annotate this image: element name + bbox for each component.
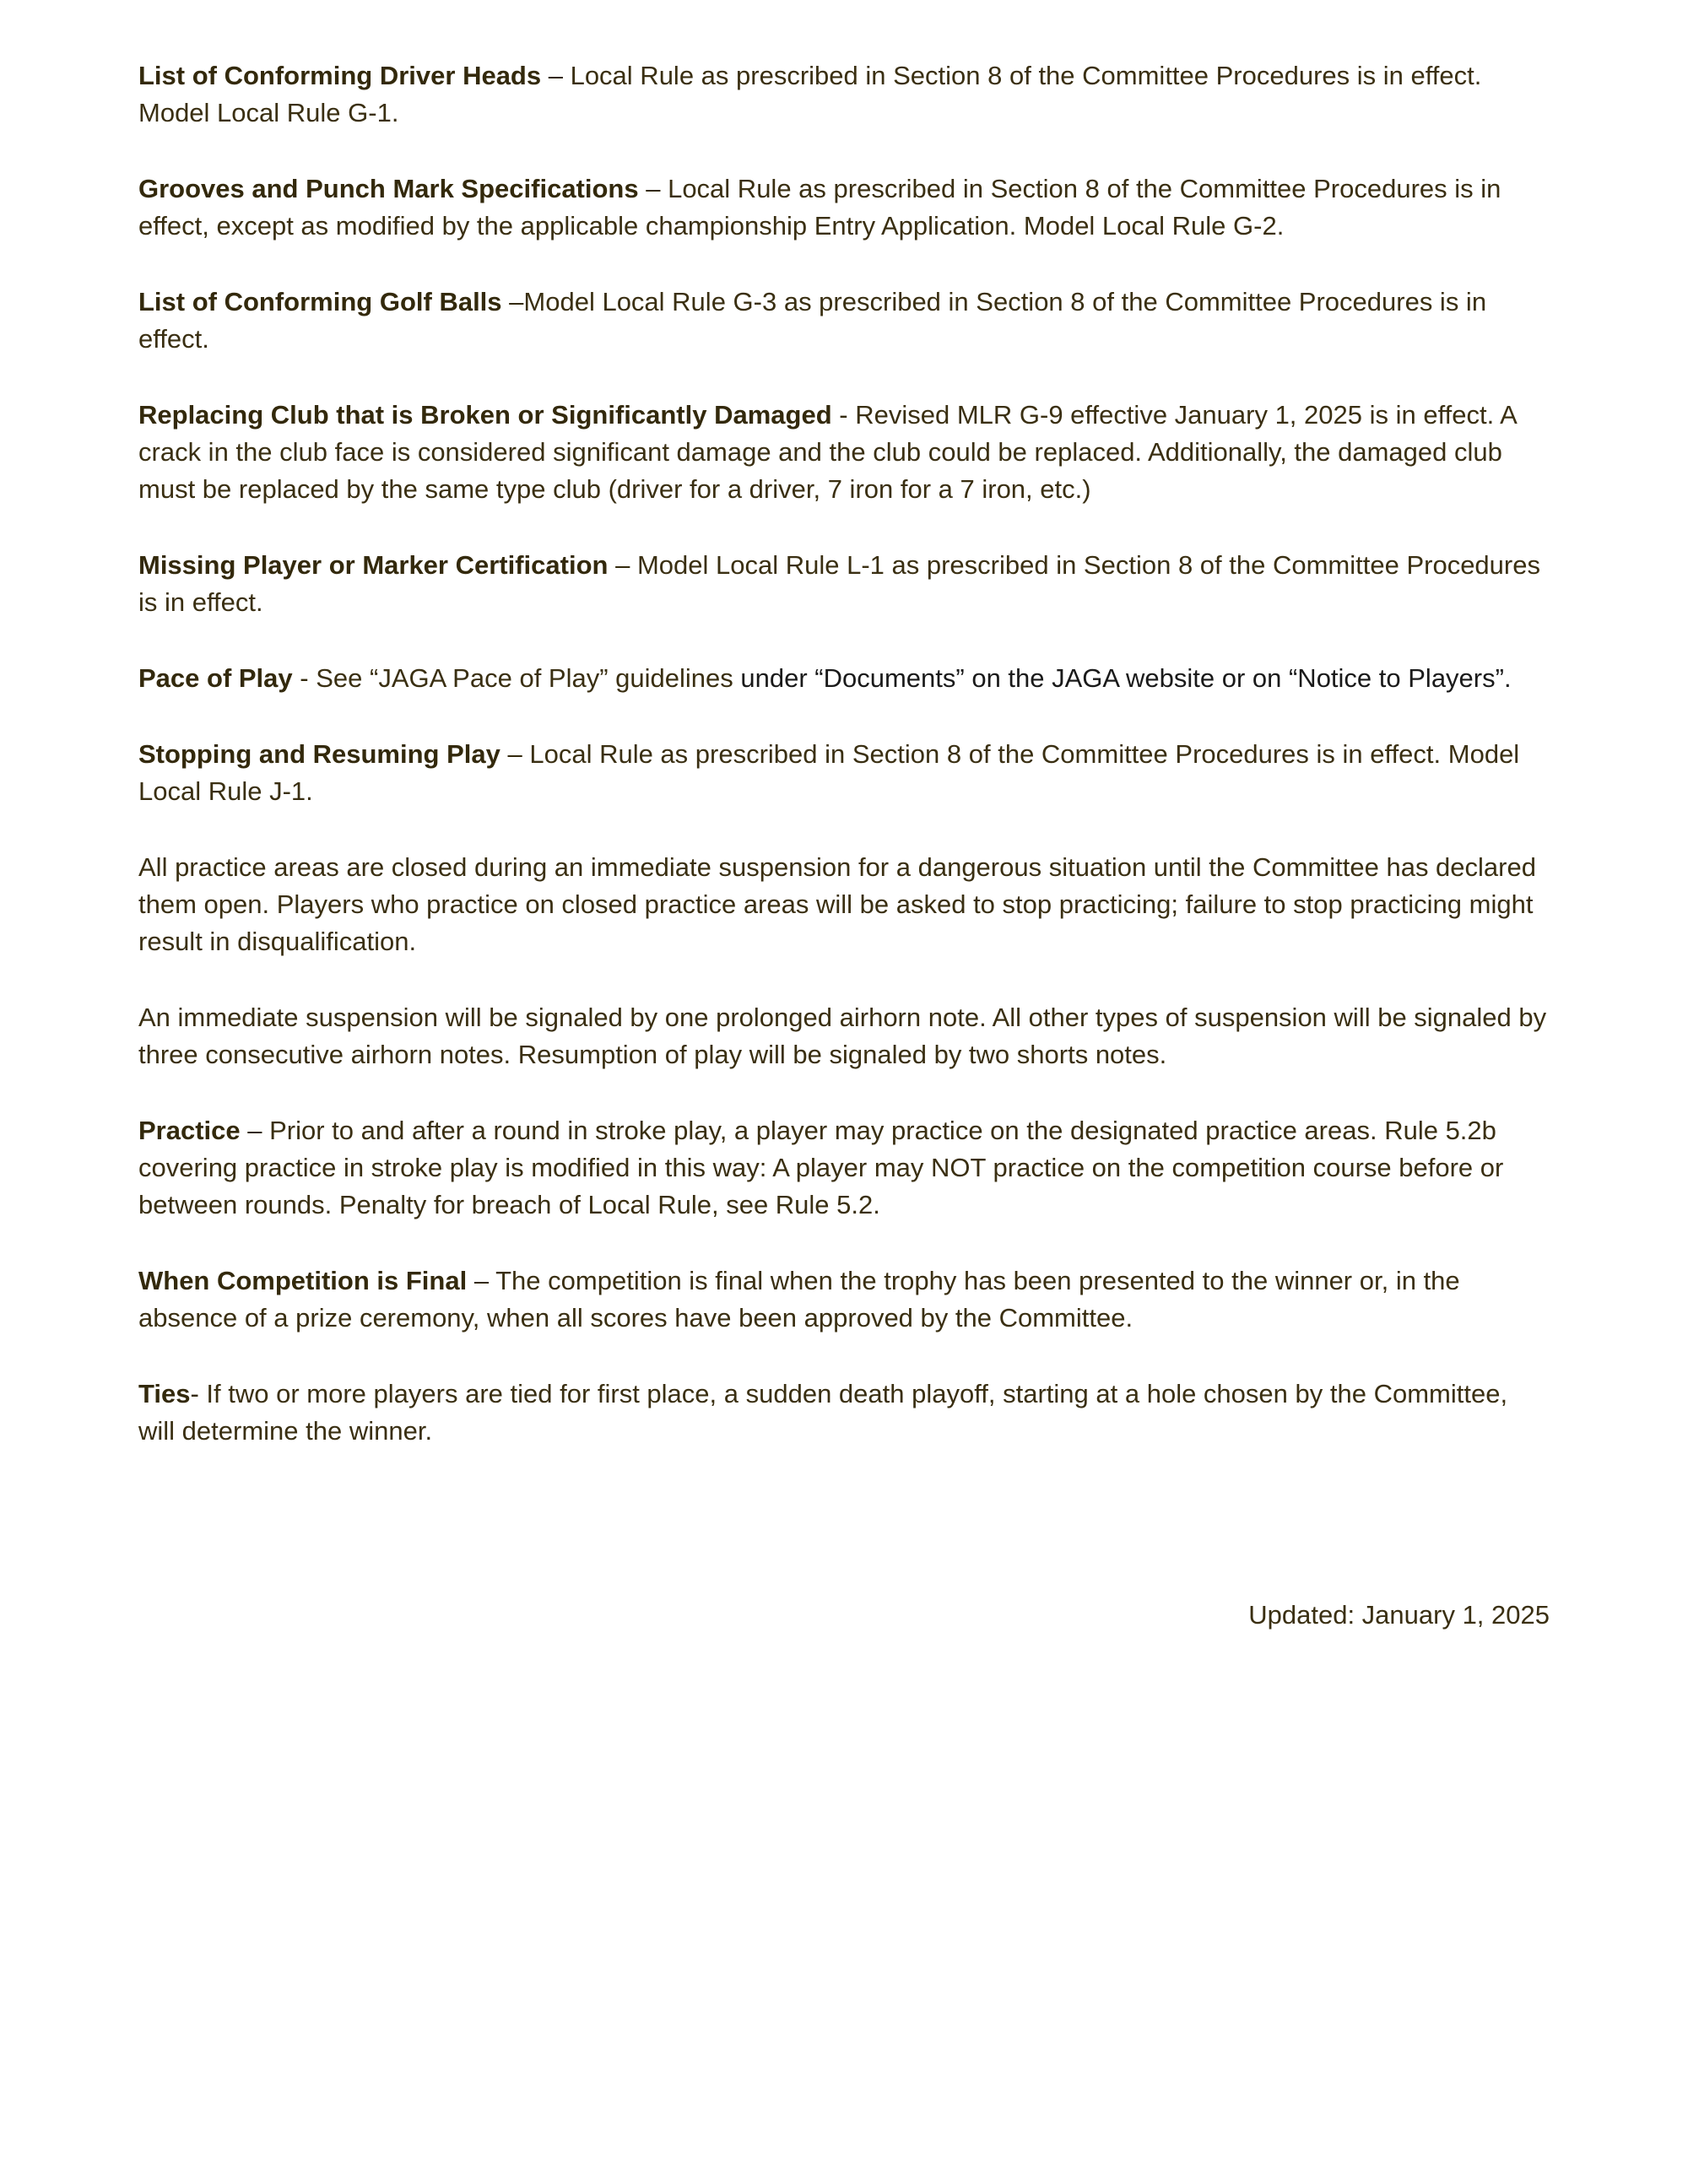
rule-body: Local Rule as prescribed in Section 8 of the Committee Procedures is in effect, except as modified by the applicable championship Entry Application. Model Local Rule G-2. bbox=[138, 174, 1501, 241]
rule-separator: – bbox=[467, 1266, 496, 1295]
rule-ties bbox=[138, 1376, 1550, 1450]
paragraph-practice-areas-closed bbox=[138, 849, 1550, 960]
rule-grooves-punch-marks bbox=[138, 170, 1550, 245]
updated-date: Updated: January 1, 2025 bbox=[1248, 1600, 1550, 1630]
rule-separator: – bbox=[638, 174, 668, 203]
rule-title: Practice bbox=[138, 1116, 241, 1145]
rule-conforming-golf-balls bbox=[138, 284, 1550, 358]
rule-stopping-resuming-play bbox=[138, 736, 1550, 810]
rule-conforming-driver-heads bbox=[138, 57, 1550, 132]
rule-title: Grooves and Punch Mark Specifications bbox=[138, 174, 639, 203]
rule-title: Missing Player or Marker Certification bbox=[138, 550, 609, 580]
rule-separator: – bbox=[541, 61, 571, 90]
rule-body: Revised MLR G-9 effective January 1, 2025 is in effect. A crack in the club face is considered significant damage and the club could be replaced. Additionally, the damaged club must be replaced by the same type club (driver for a driver, 7 iron for a 7 iron, etc.) bbox=[138, 400, 1517, 504]
rule-replacing-damaged-club bbox=[138, 397, 1550, 508]
rule-body: Model Local Rule L-1 as prescribed in Section 8 of the Committee Procedures is in effect. bbox=[138, 550, 1540, 617]
rule-body-continued: under “Documents” on the JAGA website or on “Notice to Players”. bbox=[733, 663, 1512, 693]
rule-practice bbox=[138, 1112, 1550, 1224]
rule-body: Model Local Rule G-3 as prescribed in Section 8 of the Committee Procedures is in effect. bbox=[138, 287, 1487, 354]
rule-title: Pace of Play bbox=[138, 663, 293, 693]
rule-body: The competition is final when the trophy has been presented to the winner or, in the absence of a prize ceremony, when all scores have been approved by the Committee. bbox=[138, 1266, 1460, 1333]
rule-body: Prior to and after a round in stroke play, a player may practice on the designated practice areas. Rule 5.2b covering practice in stroke play is modified in this way: A player may NOT practice on the competition course before or between rounds. Penalty for breach of Local Rule, see Rule 5.2. bbox=[138, 1116, 1504, 1219]
rule-title: Ties bbox=[138, 1379, 191, 1408]
rule-separator: - bbox=[292, 663, 316, 693]
paragraph-body: All practice areas are closed during an immediate suspension for a dangerous situation until the Committee has declared them open. Players who practice on closed practice areas will be asked to stop practicing; failure to stop practicing might result in disqualification. bbox=[138, 852, 1536, 956]
rule-separator: – bbox=[500, 739, 530, 769]
rule-separator: - bbox=[831, 400, 856, 430]
rule-body: Local Rule as prescribed in Section 8 of the Committee Procedures is in effect. Model Local Rule J-1. bbox=[138, 739, 1520, 806]
paragraph-body: An immediate suspension will be signaled by one prolonged airhorn note. All other types of suspension will be signaled by three consecutive airhorn notes. Resumption of play will be signaled by two shorts notes. bbox=[138, 1003, 1547, 1069]
rule-body: Local Rule as prescribed in Section 8 of the Committee Procedures is in effect. Model Local Rule G-1. bbox=[138, 61, 1482, 127]
rule-title: List of Conforming Driver Heads bbox=[138, 61, 542, 90]
rule-title: Replacing Club that is Broken or Significantly Damaged bbox=[138, 400, 832, 430]
rule-separator: – bbox=[608, 550, 637, 580]
rule-separator: - bbox=[190, 1379, 207, 1408]
rule-pace-of-play bbox=[138, 660, 1550, 697]
rule-title: List of Conforming Golf Balls bbox=[138, 287, 502, 316]
rule-body: If two or more players are tied for first place, a sudden death playoff, starting at a hole chosen by the Committee, will determine the winner. bbox=[138, 1379, 1508, 1446]
paragraph-suspension-signals bbox=[138, 999, 1550, 1073]
rule-separator: – bbox=[240, 1116, 270, 1145]
rule-title: Stopping and Resuming Play bbox=[138, 739, 500, 769]
rule-competition-final bbox=[138, 1262, 1550, 1337]
rule-missing-certification bbox=[138, 547, 1550, 621]
rule-body: See “JAGA Pace of Play” guidelines bbox=[316, 663, 733, 693]
rule-title: When Competition is Final bbox=[138, 1266, 468, 1295]
rules-content bbox=[138, 57, 1550, 1489]
rule-separator: – bbox=[501, 287, 524, 316]
